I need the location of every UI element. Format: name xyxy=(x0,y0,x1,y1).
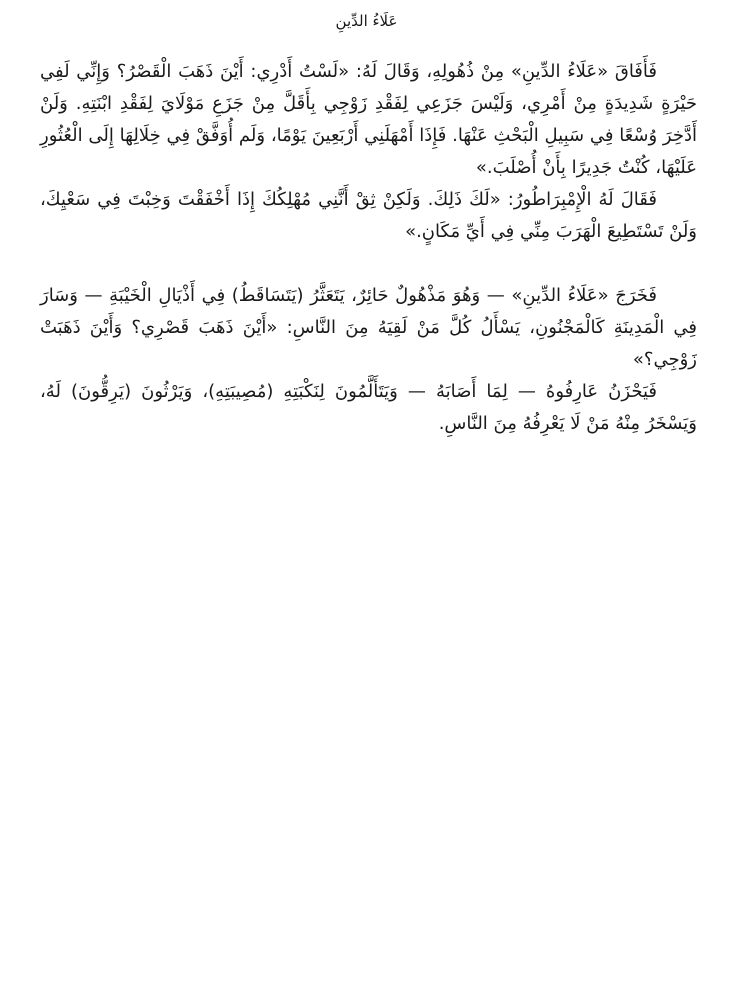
paragraph-alaa-wanders: فَخَرَجَ «عَلَاءُ الدِّينِ» — وَهُوَ مَذْهُولٌ حَائِرٌ، يَتَعَثَّرُ (يَتَسَاقَطُ) فِي أَذْيَالِ الْخَيْبَةِ — وَسَارَ فِي الْمَدِينَةِ كَالْمَجْنُونِ، يَسْأَلُ كُلَّ مَنْ لَقِيَهُ مِنَ النَّاسِ: «أَيْنَ ذَهَبَ قَصْرِي؟ وَأَيْنَ ذَهَبَتْ زَوْجِي؟» xyxy=(40,285,697,370)
paragraph-alaa-speech: فَأَفَاقَ «عَلَاءُ الدِّينِ» مِنْ ذُهُولِهِ، وَقَالَ لَهُ: «لَسْتُ أَدْرِي: أَيْنَ ذَهَبَ الْقَصْرُ؟ وَإِنِّي لَفِي حَيْرَةٍ شَدِيدَةٍ مِنْ أَمْرِي، وَلَيْسَ جَزَعِي لِفَقْدِ زَوْجِي بِأَقَلَّ مِنْ جَزَعِ مَوْلَايَ لِفَقْدِ ابْنَتِهِ. وَلَنْ أَدَّخِرَ وُسْعًا فِي سَبِيلِ الْبَحْثِ عَنْهَا. فَإِذَا أَمْهَلَنِي أَرْبَعِينَ يَوْمًا، وَلَم أُوَفَّقْ فِي خِلَالِهَا إِلَى الْعُثُورِ عَلَيْهَا، كُنْتُ جَدِيرًا بِأَنْ أُصْلَبَ.» xyxy=(40,61,697,178)
paragraph-people-react: فَيَحْزَنُ عَارِفُوهُ — لِمَا أَصَابَهُ — وَيَتَأَلَّمُونَ لِنَكْبَتِهِ (مُصِيبَتِهِ)، وَيَرْثُونَ (يَرِقُّونَ) لَهُ، وَيَسْخَرُ مِنْهُ مَنْ لَا يَعْرِفُهُ مِنَ النَّاسِ. xyxy=(40,381,697,434)
running-header-title: عَلَاءُ الدِّينِ xyxy=(335,12,398,30)
paragraph-emperor-reply: فَقَالَ لَهُ الْإِمْبِرَاطُورُ: «لَكَ ذَلِكَ. وَلَكِنْ ثِقْ أَنَّنِي مُهْلِكُكَ إِذَا أَخْفَقْتَ وَخِبْتَ فِي سَعْيِكَ، وَلَنْ تَسْتَطِيعَ الْهَرَبَ مِنِّي فِي أَيِّ مَكَانٍ.» xyxy=(40,189,697,242)
body-text xyxy=(40,56,697,440)
